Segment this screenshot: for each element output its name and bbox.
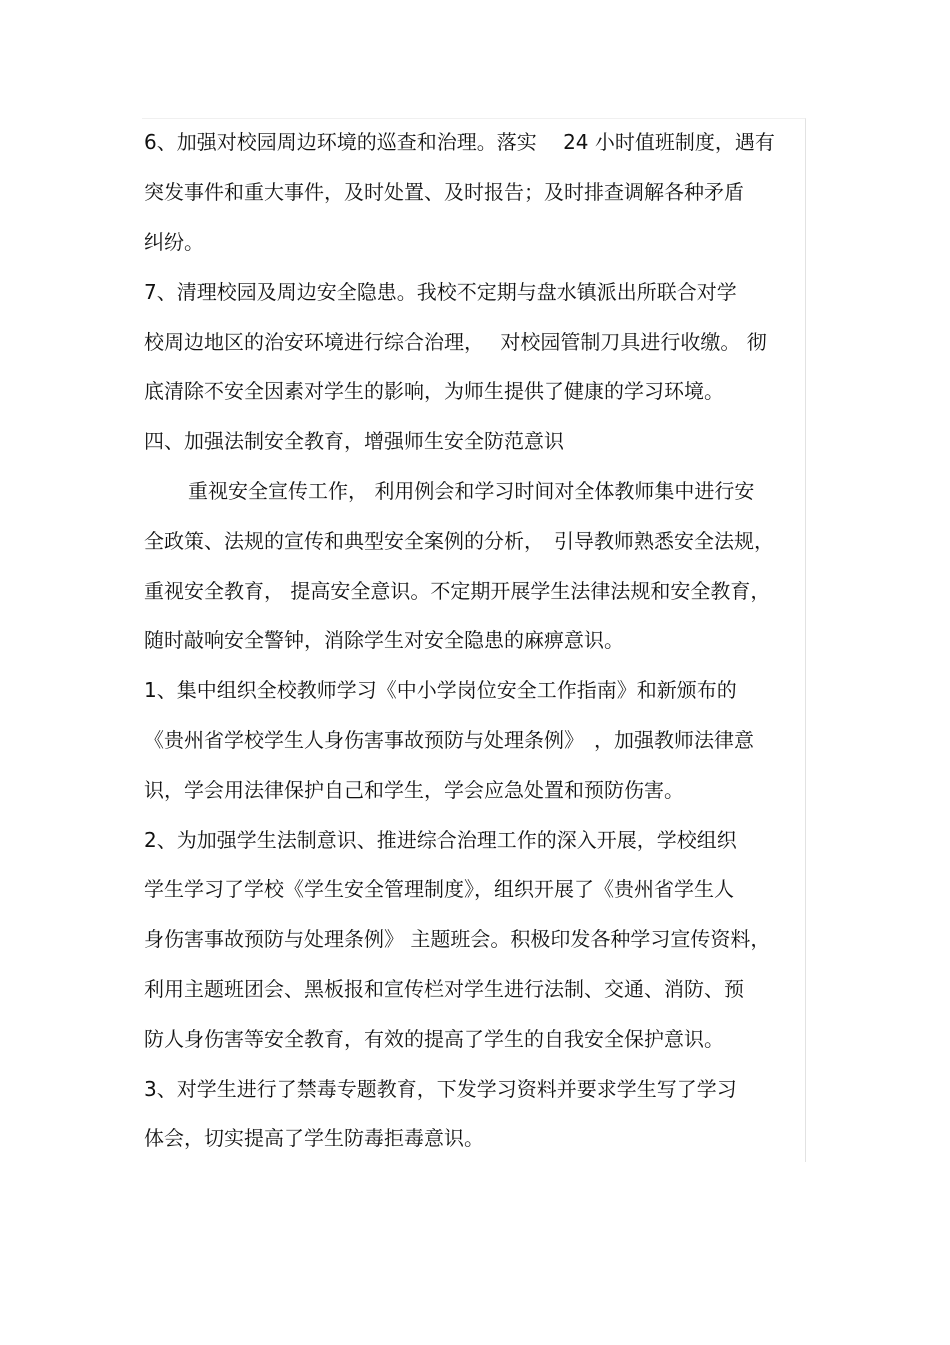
text-line: 全政策、法规的宣传和典型安全案例的分析， 引导教师熟悉安全法规，	[144, 529, 774, 553]
text-line: 底清除不安全因素对学生的影响，为师生提供了健康的学习环境。	[144, 379, 724, 403]
text-line: 重视安全教育， 提高安全意识。不定期开展学生法律法规和安全教育，	[144, 579, 771, 603]
section-heading: 四、加强法制安全教育，增强师生安全防范意识	[144, 429, 564, 453]
text-line: 学生学习了学校《学生安全管理制度》，组织开展了《贵州省学生人	[144, 877, 734, 901]
text-line: 6、加强对校园周边环境的巡查和治理。落实 24 小时值班制度，遇有	[144, 130, 775, 154]
text-line: 《贵州省学校学生人身伤害事故预防与处理条例》 ，加强教师法律意	[144, 728, 754, 752]
text-line: 校周边地区的治安环境进行综合治理， 对校园管制刀具进行收缴。 彻	[144, 330, 767, 354]
text-line: 重视安全宣传工作， 利用例会和学习时间对全体教师集中进行安	[188, 479, 755, 503]
text-line: 识，学会用法律保护自己和学生，学会应急处置和预防伤害。	[144, 778, 684, 802]
text-line: 1、集中组织全校教师学习《中小学岗位安全工作指南》和新颁布的	[144, 678, 737, 702]
text-line: 7、清理校园及周边安全隐患。我校不定期与盘水镇派出所联合对学	[144, 280, 737, 304]
text-line: 身伤害事故预防与处理条例》 主题班会。积极印发各种学习宣传资料，	[144, 927, 771, 951]
text-line: 体会，切实提高了学生防毒拒毒意识。	[144, 1126, 484, 1150]
text-line: 纠纷。	[144, 230, 204, 254]
text-line: 突发事件和重大事件，及时处置、及时报告；及时排查调解各种矛盾	[144, 180, 744, 204]
text-line: 3、对学生进行了禁毒专题教育，下发学习资料并要求学生写了学习	[144, 1077, 737, 1101]
text-line: 利用主题班团会、黑板报和宣传栏对学生进行法制、交通、消防、预	[144, 977, 744, 1001]
text-line: 2、为加强学生法制意识、推进综合治理工作的深入开展，学校组织	[144, 828, 737, 852]
text-line: 随时敲响安全警钟，消除学生对安全隐患的麻痹意识。	[144, 628, 624, 652]
text-line: 防人身伤害等安全教育，有效的提高了学生的自我安全保护意识。	[144, 1027, 724, 1051]
